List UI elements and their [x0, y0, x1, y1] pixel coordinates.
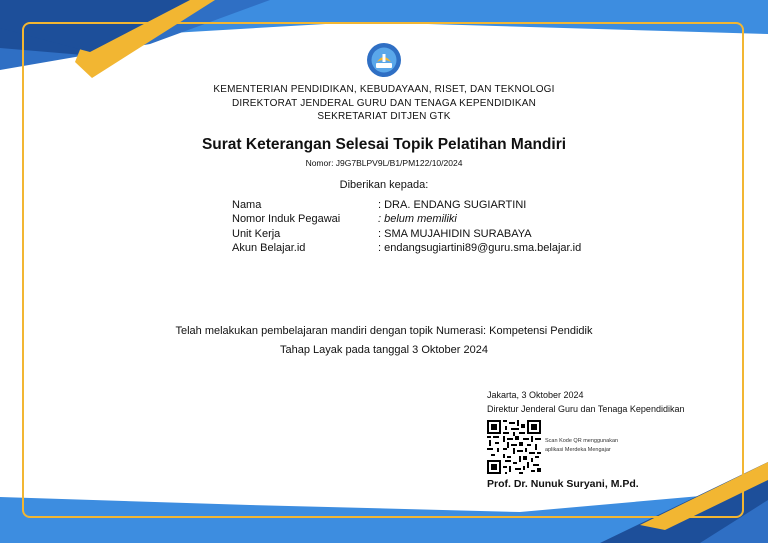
tut-wuri-handayani-logo — [366, 42, 402, 78]
statement-line-1: Telah melakukan pembelajaran mandiri dengan topik Numerasi: Kompetensi Pendidik — [175, 325, 593, 337]
certificate-title: Surat Keterangan Selesai Topik Pelatihan Mandiri — [201, 136, 567, 153]
ministry-line-1: KEMENTERIAN PENDIDIKAN, KEBUDAYAAN, RISET, DAN TEKNOLOGI — [213, 84, 555, 95]
given-to-label: Diberikan kepada: — [339, 179, 429, 191]
place-date: Jakarta, 3 Oktober 2024 — [487, 390, 584, 400]
gold-frame — [22, 22, 744, 518]
field-value: : DRA. ENDANG SUGIARTINI — [378, 199, 527, 211]
certificate-number: Nomor: J9G7BLPV9L/B1/PM122/10/2024 — [305, 158, 463, 168]
qr-code — [487, 420, 541, 474]
signer-position: Direktur Jenderal Guru dan Tenaga Kependidikan — [487, 404, 685, 414]
ministry-line-2: DIREKTORAT JENDERAL GURU DAN TENAGA KEPENDIDIKAN — [231, 98, 537, 109]
scan-note-2: aplikasi Merdeka Mengajar — [545, 447, 611, 453]
field-value: : endangsugiartini89@guru.sma.belajar.id — [378, 242, 582, 254]
field-label: Akun Belajar.id — [232, 242, 306, 254]
scan-note-1: Scan Kode QR menggunakan — [545, 438, 619, 444]
signer-name: Prof. Dr. Nunuk Suryani, M.Pd. — [487, 478, 639, 490]
field-value: : SMA MUJAHIDIN SURABAYA — [378, 228, 532, 240]
ministry-line-3: SEKRETARIAT DITJEN GTK — [317, 111, 451, 122]
field-value: : belum memiliki — [378, 213, 457, 225]
statement-line-2: Tahap Layak pada tanggal 3 Oktober 2024 — [280, 344, 488, 356]
field-label: Unit Kerja — [232, 228, 281, 240]
field-label: Nomor Induk Pegawai — [232, 213, 341, 225]
field-label: Nama — [232, 199, 262, 211]
